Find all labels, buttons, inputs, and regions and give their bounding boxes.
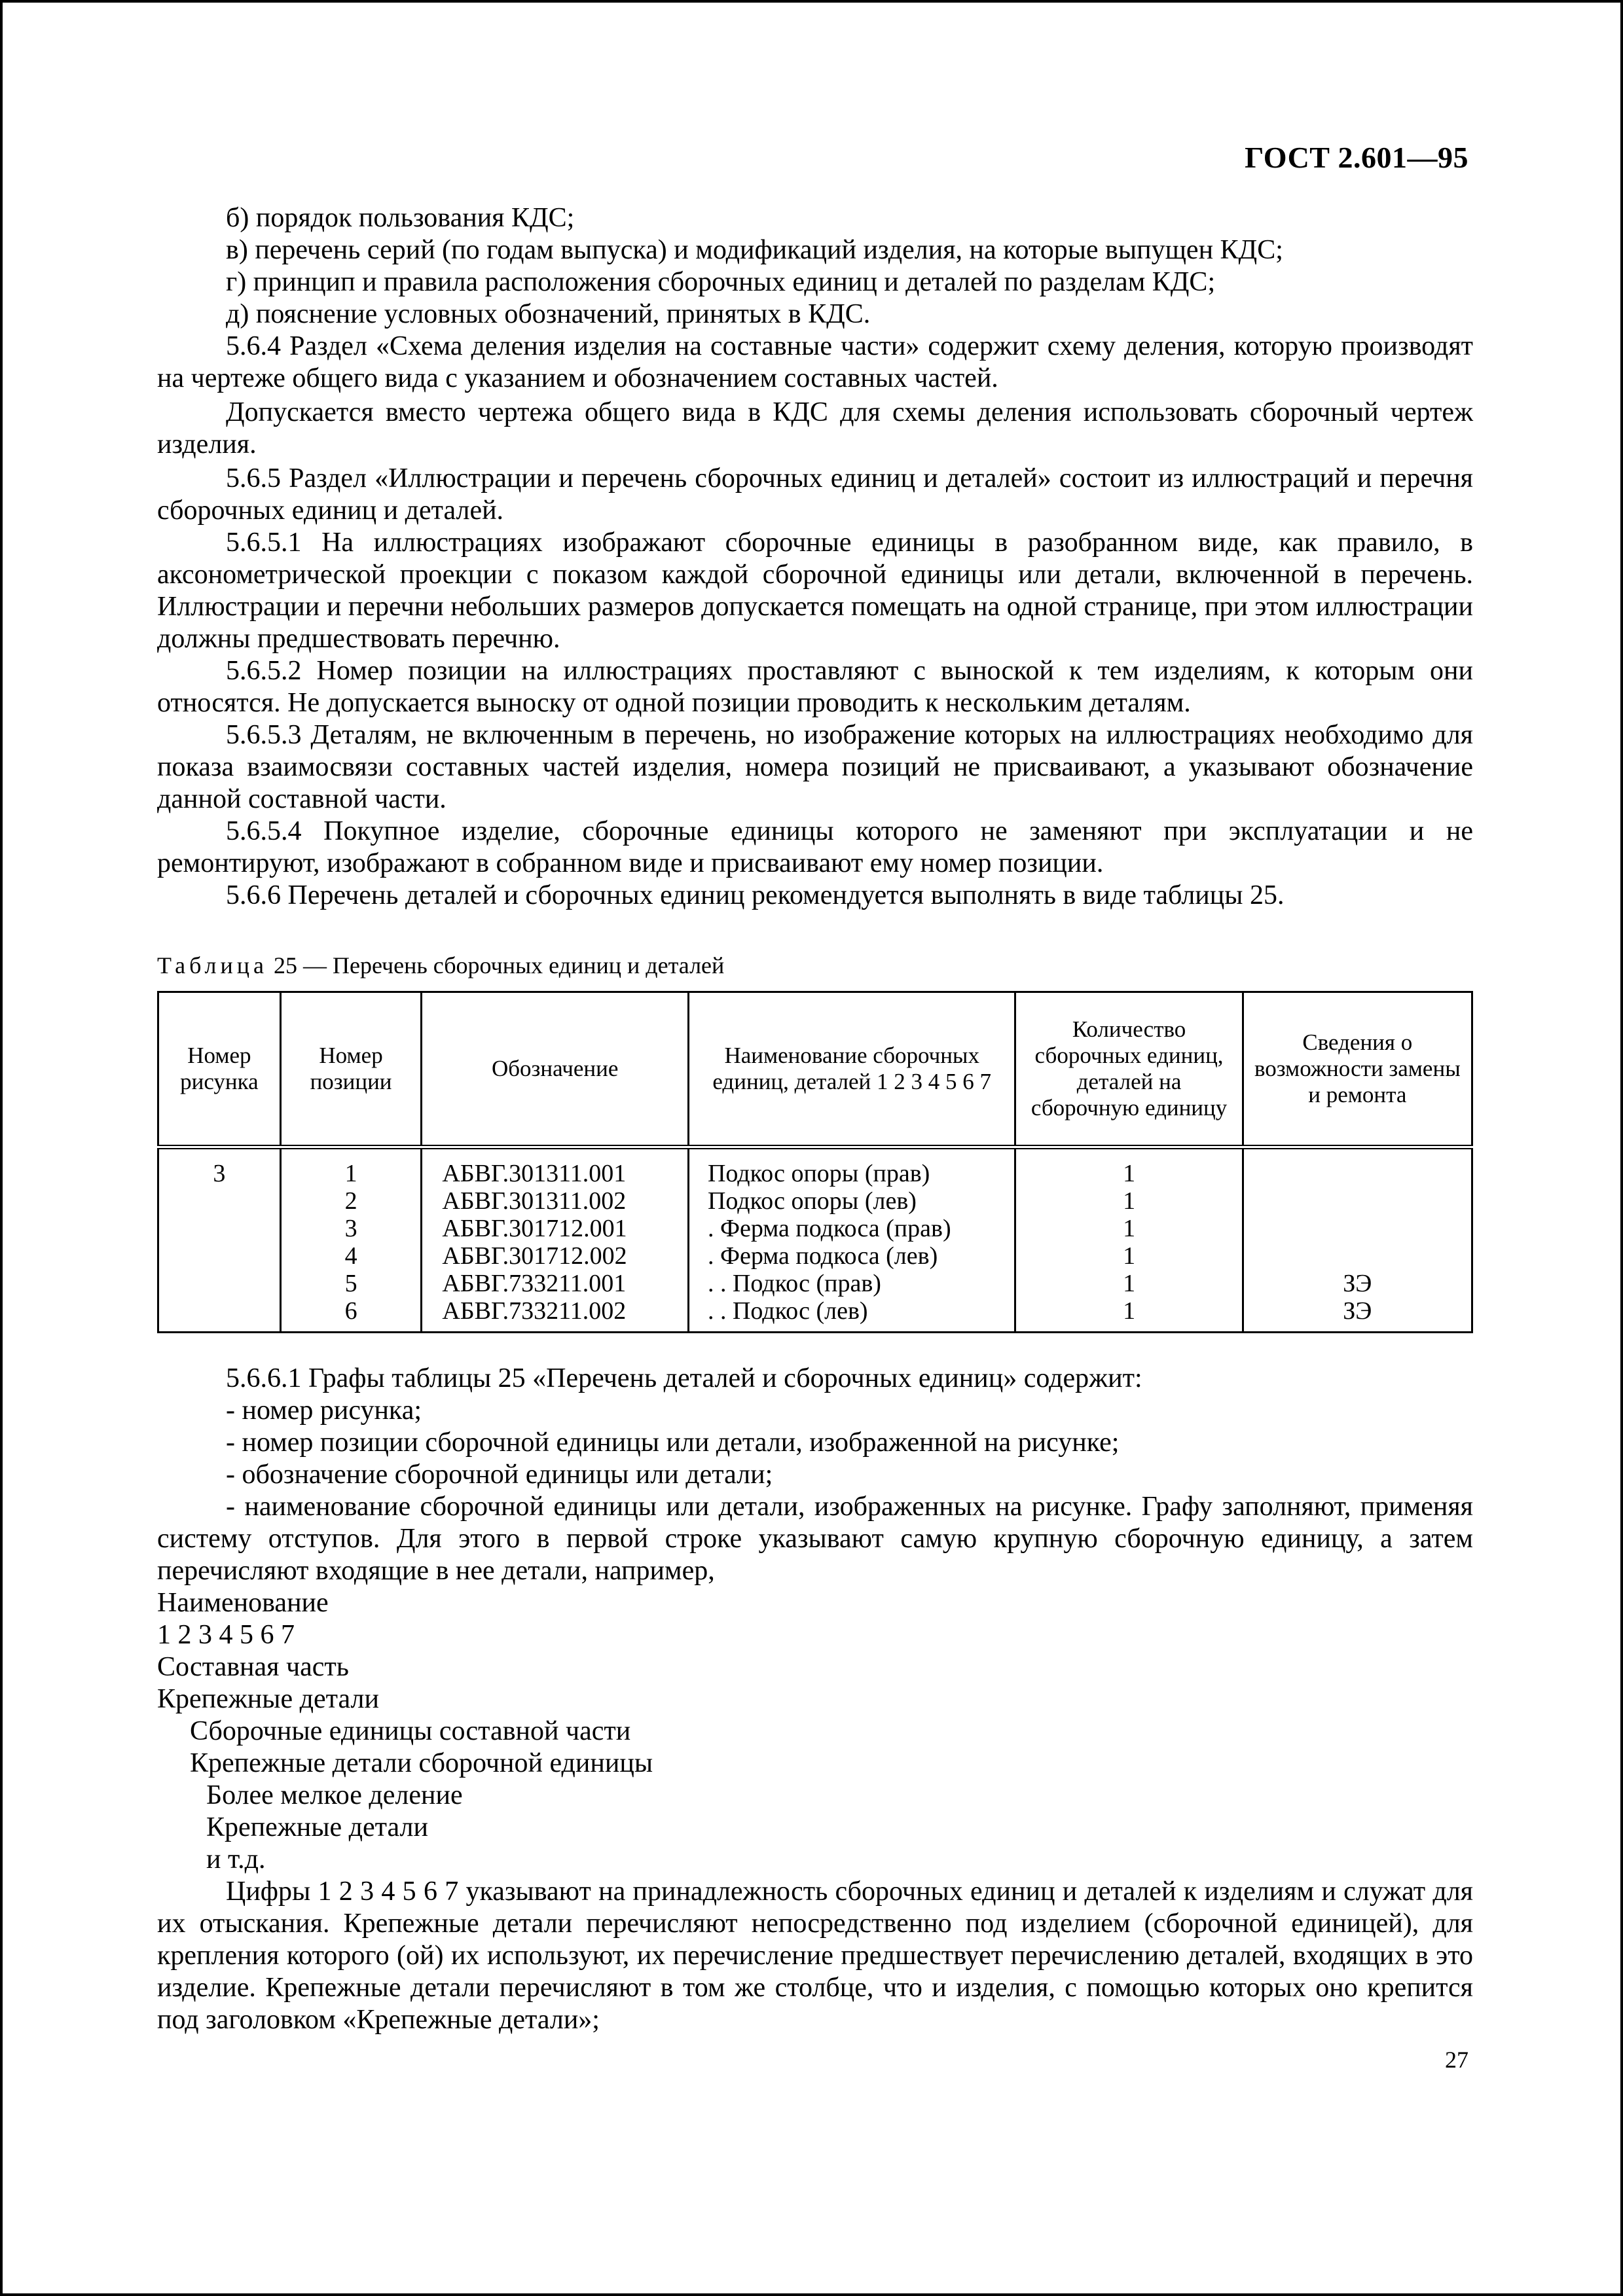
position-value: 4 bbox=[344, 1242, 357, 1270]
body-text-top bbox=[157, 202, 1473, 912]
page-number: 27 bbox=[1445, 2047, 1468, 2073]
position-value: 2 bbox=[344, 1187, 357, 1215]
name-value: Подкос опоры (прав) bbox=[707, 1160, 930, 1187]
example-line: Сборочные единицы составной части bbox=[190, 1716, 631, 1746]
example-line: Составная часть bbox=[157, 1652, 349, 1682]
paragraph: Цифры 1 2 3 4 5 6 7 указывают на принадлежность сборочных единиц и деталей к изделиям и служат для их отыскания. Крепежные детали перечисляют непосредственно под изделием (сборочной единицей), для крепления которого (ой) их используют, их перечисление предшествует перечислению деталей, входящих в это изделие. Крепежные детали перечисляют в том же столбце, что и изделия, с помощью которых оно крепится под заголовком «Крепежные детали»; bbox=[157, 1876, 1473, 2035]
name-value: Подкос опоры (лев) bbox=[707, 1187, 917, 1215]
paragraph: г) принцип и правила расположения сборочных единиц и деталей по разделам КДС; bbox=[226, 267, 1216, 297]
cell-names bbox=[688, 1147, 1015, 1333]
name-value: . Ферма подкоса (лев) bbox=[707, 1242, 938, 1270]
cell-designations bbox=[422, 1147, 689, 1333]
paragraph: д) пояснение условных обозначений, принятых в КДС. bbox=[226, 299, 871, 329]
position-value: 5 bbox=[344, 1270, 357, 1297]
paragraph: Допускается вместо чертежа общего вида в КДС для схемы деления использовать сборочный чертеж изделия. bbox=[157, 397, 1473, 459]
document-code: ГОСТ 2.601—95 bbox=[1245, 141, 1468, 174]
info-value bbox=[1249, 1242, 1466, 1270]
paragraph: 5.6.5.3 Деталям, не включенным в перечень, но изображение которых на иллюстрациях необходимо для показа взаимосвязи составных частей изделия, номера позиций не присваивают, а указывают обозначение данной составной части. bbox=[157, 720, 1473, 814]
list-item: - номер рисунка; bbox=[226, 1395, 422, 1426]
quantity-value: 1 bbox=[1123, 1242, 1136, 1270]
header-designation: Обозначение bbox=[422, 992, 689, 1147]
info-value bbox=[1249, 1160, 1466, 1187]
list-item: - обозначение сборочной единицы или детали; bbox=[226, 1460, 773, 1490]
header-name: Наименование сборочных единиц, деталей 1 2 3 4 5 6 7 bbox=[688, 992, 1015, 1147]
quantity-value: 1 bbox=[1123, 1215, 1136, 1242]
example-line: Крепежные детали bbox=[206, 1812, 428, 1842]
position-value: 1 bbox=[344, 1160, 357, 1187]
cell-positions bbox=[280, 1147, 422, 1333]
position-value: 6 bbox=[344, 1297, 357, 1325]
paragraph: 5.6.5.2 Номер позиции на иллюстрациях проставляют с выноской к тем изделиям, к которым они относятся. Не допускается выноску от одной позиции проводить к нескольким деталям. bbox=[157, 656, 1473, 718]
paragraph: б) порядок пользования КДС; bbox=[226, 203, 575, 233]
info-value: ЗЭ bbox=[1343, 1270, 1372, 1297]
designation-value: АБВГ.301311.001 bbox=[442, 1160, 627, 1187]
table-caption-text: 25 — Перечень сборочных единиц и деталей bbox=[267, 952, 725, 978]
cell-figure-number: 3 bbox=[158, 1147, 281, 1333]
designation-value: АБВГ.301712.002 bbox=[442, 1242, 627, 1270]
paragraph: 5.6.5 Раздел «Иллюстрации и перечень сборочных единиц и деталей» состоит из иллюстраций и перечня сборочных единиц и деталей. bbox=[157, 463, 1473, 526]
header-replacement-info: Сведения о возможности замены и ремонта bbox=[1243, 992, 1472, 1147]
paragraph: 5.6.5.4 Покупное изделие, сборочные единицы которого не заменяют при эксплуатации и не ремонтируют, изображают в собранном виде и присваивают ему номер позиции. bbox=[157, 816, 1473, 878]
paragraph: в) перечень серий (по годам выпуска) и модификаций изделия, на которые выпущен КДС; bbox=[226, 235, 1283, 265]
header-figure-number: Номер рисунка bbox=[158, 992, 281, 1147]
info-value bbox=[1249, 1215, 1466, 1242]
cell-quantities bbox=[1015, 1147, 1243, 1333]
example-line: Более мелкое деление bbox=[206, 1780, 463, 1810]
table-caption bbox=[157, 952, 724, 979]
position-value: 3 bbox=[344, 1215, 357, 1242]
name-value: . . Подкос (лев) bbox=[707, 1297, 868, 1325]
example-line: Крепежные детали bbox=[157, 1684, 379, 1714]
paragraph: 5.6.5.1 На иллюстрациях изображают сборочные единицы в разобранном виде, как правило, в аксонометрической проекции с показом каждой сборочной единицы или детали, включенной в перечень. Иллюстрации и перечни небольших размеров допускается помещать на одной странице, при этом иллюстрации должны предшествовать перечню. bbox=[157, 528, 1473, 654]
list-item: - наименование сборочной единицы или детали, изображенных на рисунке. Графу заполняют, применяя систему отступов. Для этого в первой строке указывают самую крупную сборочную единицу, а затем перечисляют входящие в нее детали, например, bbox=[157, 1492, 1473, 1586]
paragraph: 5.6.6 Перечень деталей и сборочных единиц рекомендуется выполнять в виде таблицы 25. bbox=[226, 880, 1285, 910]
table-header-row bbox=[158, 992, 1472, 1147]
example-line: Крепежные детали сборочной единицы bbox=[190, 1748, 653, 1778]
designation-value: АБВГ.733211.002 bbox=[442, 1297, 627, 1325]
cell-replacement-info bbox=[1243, 1147, 1472, 1333]
list-item: - номер позиции сборочной единицы или детали, изображенной на рисунке; bbox=[226, 1427, 1120, 1458]
info-value bbox=[1249, 1187, 1466, 1215]
designation-value: АБВГ.301311.002 bbox=[442, 1187, 627, 1215]
info-value: ЗЭ bbox=[1343, 1297, 1372, 1325]
designation-value: АБВГ.733211.001 bbox=[442, 1270, 627, 1297]
quantity-value: 1 bbox=[1123, 1160, 1136, 1187]
example-line: и т.д. bbox=[206, 1844, 266, 1874]
name-value: . . Подкос (прав) bbox=[707, 1270, 881, 1297]
header-position-number: Номер позиции bbox=[280, 992, 422, 1147]
parts-table bbox=[157, 991, 1473, 1333]
table-row bbox=[158, 1147, 1472, 1333]
example-line: Наименование bbox=[157, 1588, 329, 1618]
designation-value: АБВГ.301712.001 bbox=[442, 1215, 627, 1242]
table-caption-label: Таблица bbox=[157, 952, 268, 978]
name-value: . Ферма подкоса (прав) bbox=[707, 1215, 951, 1242]
quantity-value: 1 bbox=[1123, 1187, 1136, 1215]
quantity-value: 1 bbox=[1123, 1297, 1136, 1325]
example-line: 1 2 3 4 5 6 7 bbox=[157, 1620, 295, 1650]
header-quantity: Количество сборочных единиц, деталей на сборочную единицу bbox=[1015, 992, 1243, 1147]
quantity-value: 1 bbox=[1123, 1270, 1136, 1297]
paragraph: 5.6.6.1 Графы таблицы 25 «Перечень деталей и сборочных единиц» содержит: bbox=[226, 1363, 1142, 1393]
body-text-bottom bbox=[157, 1363, 1473, 2036]
paragraph: 5.6.4 Раздел «Схема деления изделия на составные части» содержит схему деления, которую производят на чертеже общего вида с указанием и обозначением составных частей. bbox=[157, 331, 1473, 393]
